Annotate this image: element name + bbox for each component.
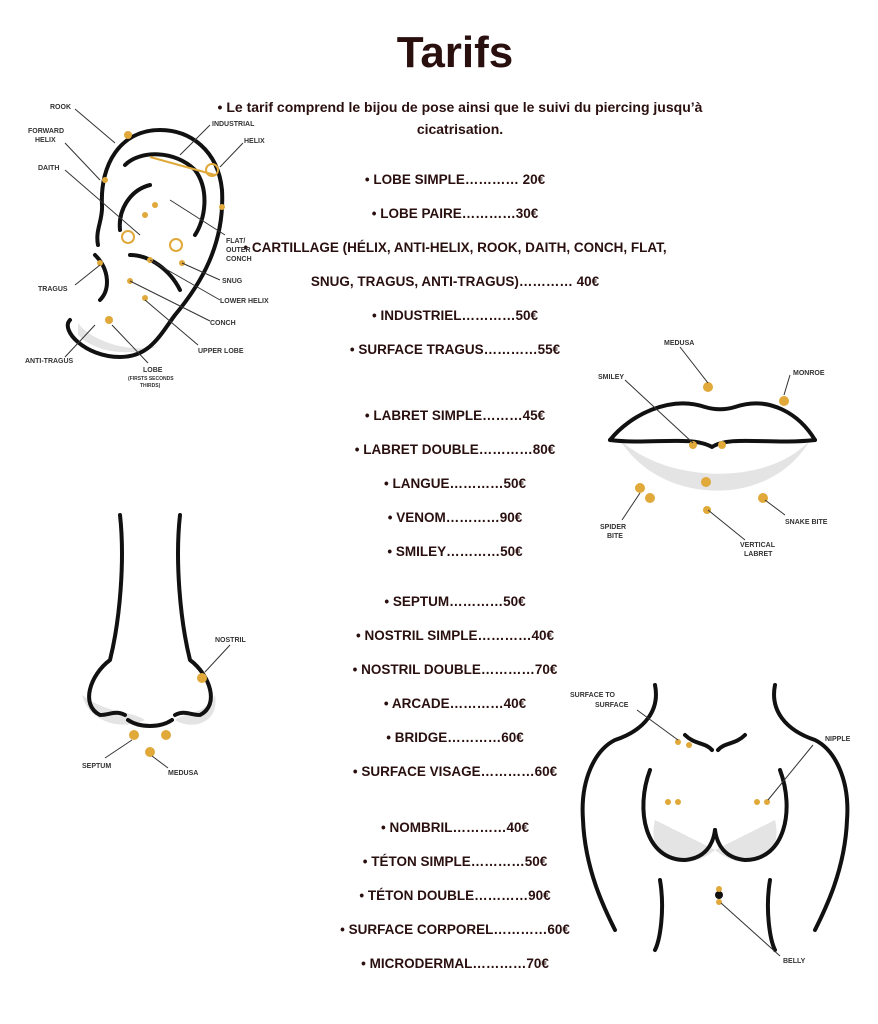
price-smiley: • SMILEY…………50€	[387, 544, 523, 559]
price-arcade: • ARCADE…………40€	[383, 696, 527, 711]
body-jewel-nipple-r1	[754, 799, 760, 805]
nose-jewel-medusa	[145, 747, 155, 757]
ear-label-industrial: INDUSTRIAL	[212, 121, 255, 128]
lip-jewel-spider-1	[635, 483, 645, 493]
body-label-belly: BELLY	[783, 958, 806, 965]
lip-label-snake-bite: SNAKE BITE	[785, 519, 828, 526]
body-label-surface-2: SURFACE	[595, 702, 629, 709]
body-jewel-belly-bottom	[716, 899, 722, 905]
jewel-rook	[152, 202, 158, 208]
lip-jewel-smiley-1	[689, 441, 697, 449]
body-jewel-nipple-l2	[675, 799, 681, 805]
nose-jewel-septum-1	[129, 730, 139, 740]
ear-label-daith: DAITH	[38, 165, 60, 172]
ear-label-lower-helix: LOWER HELIX	[220, 298, 269, 305]
ear-label-forward-helix-2: HELIX	[35, 137, 56, 144]
torso-illustration	[565, 680, 865, 980]
ear-label-tragus: TRAGUS	[38, 286, 68, 293]
price-nombril: • NOMBRIL…………40€	[381, 820, 529, 835]
lip-label-medusa: MEDUSA	[664, 340, 695, 347]
lip-jewel-smiley-2	[718, 441, 726, 449]
lip-label-vertical-1: VERTICAL	[740, 542, 775, 549]
intro-line-1: • Le tarif comprend le bijou de pose ainsi que le suivi du piercing jusqu’à	[217, 99, 703, 115]
ear-label-flat-2: OUTER	[226, 247, 251, 254]
lip-label-spider-2: BITE	[607, 533, 623, 540]
price-venom: • VENOM…………90€	[387, 510, 523, 525]
price-labret-double: • LABRET DOUBLE…………80€	[354, 442, 556, 457]
price-nostril-simple: • NOSTRIL SIMPLE…………40€	[355, 628, 554, 643]
price-teton-simple: • TÉTON SIMPLE…………50€	[362, 854, 548, 869]
nose-jewel-nostril	[197, 673, 207, 683]
price-cartillage-cont: SNUG, TRAGUS, ANTI-TRAGUS)………… 40€	[310, 274, 600, 289]
jewel-forward-helix	[124, 131, 132, 139]
nose-label-medusa: MEDUSA	[168, 770, 199, 777]
price-teton-double: • TÉTON DOUBLE…………90€	[359, 888, 551, 903]
price-labret-simple: • LABRET SIMPLE………45€	[364, 408, 546, 423]
jewel-daith-ring	[122, 231, 134, 243]
ear-label-snug: SNUG	[222, 278, 243, 285]
price-industriel: • INDUSTRIEL…………50€	[371, 308, 538, 323]
ear-label-lobe-sub1: (FIRSTS SECONDS	[128, 376, 174, 382]
body-jewel-belly-top	[716, 886, 722, 892]
body-label-nipple: NIPPLE	[825, 736, 851, 743]
ear-label-helix: HELIX	[244, 138, 265, 145]
lips-illustration	[590, 335, 850, 565]
body-jewel-nipple-l1	[665, 799, 671, 805]
ear-illustration	[0, 95, 290, 395]
price-nostril-double: • NOSTRIL DOUBLE…………70€	[352, 662, 558, 677]
lip-jewel-spider-2	[645, 493, 655, 503]
body-jewel-surface-2	[686, 742, 692, 748]
price-lobe-simple: • LOBE SIMPLE………… 20€	[364, 172, 546, 187]
lip-label-spider-1: SPIDER	[600, 524, 627, 531]
ear-label-upper-lobe: UPPER LOBE	[198, 348, 244, 355]
price-langue: • LANGUE…………50€	[383, 476, 526, 491]
lip-jewel-monroe	[779, 396, 789, 406]
jewel-lobe	[105, 316, 113, 324]
price-surface-tragus: • SURFACE TRAGUS…………55€	[349, 342, 561, 357]
lip-label-vertical-2: LABRET	[744, 551, 773, 558]
lip-jewel-labret	[703, 506, 711, 514]
price-surface-corporel: • SURFACE CORPOREL…………60€	[340, 922, 570, 937]
page-title: Tarifs	[396, 28, 514, 77]
lip-label-smiley: SMILEY	[598, 374, 625, 381]
ear-label-forward-helix-1: FORWARD	[28, 128, 65, 135]
ear-label-lobe-sub2: THIRDS)	[140, 383, 161, 389]
lip-jewel-vertical	[701, 477, 711, 487]
price-cartillage: • CARTILLAGE (HÉLIX, ANTI-HELIX, ROOK, DAITH, CONCH, FLAT,	[243, 240, 667, 255]
body-navel	[715, 891, 723, 899]
ear-label-lobe: LOBE	[143, 367, 163, 374]
nose-label-nostril: NOSTRIL	[215, 637, 246, 644]
intro-line-2: cicatrisation.	[416, 121, 504, 137]
price-septum: • SEPTUM…………50€	[384, 594, 526, 609]
price-surface-visage: • SURFACE VISAGE…………60€	[352, 764, 558, 779]
jewel-flat	[219, 204, 225, 210]
body-label-surface-1: SURFACE TO	[570, 692, 615, 699]
jewel-rook-2	[142, 212, 148, 218]
nose-jewel-septum-2	[161, 730, 171, 740]
ear-label-anti-tragus: ANTI-TRAGUS	[25, 358, 74, 365]
body-jewel-nipple-r2	[764, 799, 770, 805]
price-lobe-paire: • LOBE PAIRE…………30€	[371, 206, 539, 221]
jewel-snug-ring	[170, 239, 182, 251]
ear-label-flat-3: CONCH	[226, 256, 252, 263]
nose-illustration	[70, 510, 270, 780]
ear-label-flat-1: FLAT/	[226, 238, 246, 245]
nose-label-septum: SEPTUM	[82, 763, 112, 770]
lip-jewel-medusa	[703, 382, 713, 392]
price-microdermal: • MICRODERMAL…………70€	[361, 956, 549, 971]
ear-label-conch: CONCH	[210, 320, 236, 327]
lip-label-monroe: MONROE	[793, 370, 825, 377]
ear-label-rook: ROOK	[50, 104, 71, 111]
price-bridge: • BRIDGE…………60€	[386, 730, 524, 745]
jewel-daith-top	[102, 177, 108, 183]
